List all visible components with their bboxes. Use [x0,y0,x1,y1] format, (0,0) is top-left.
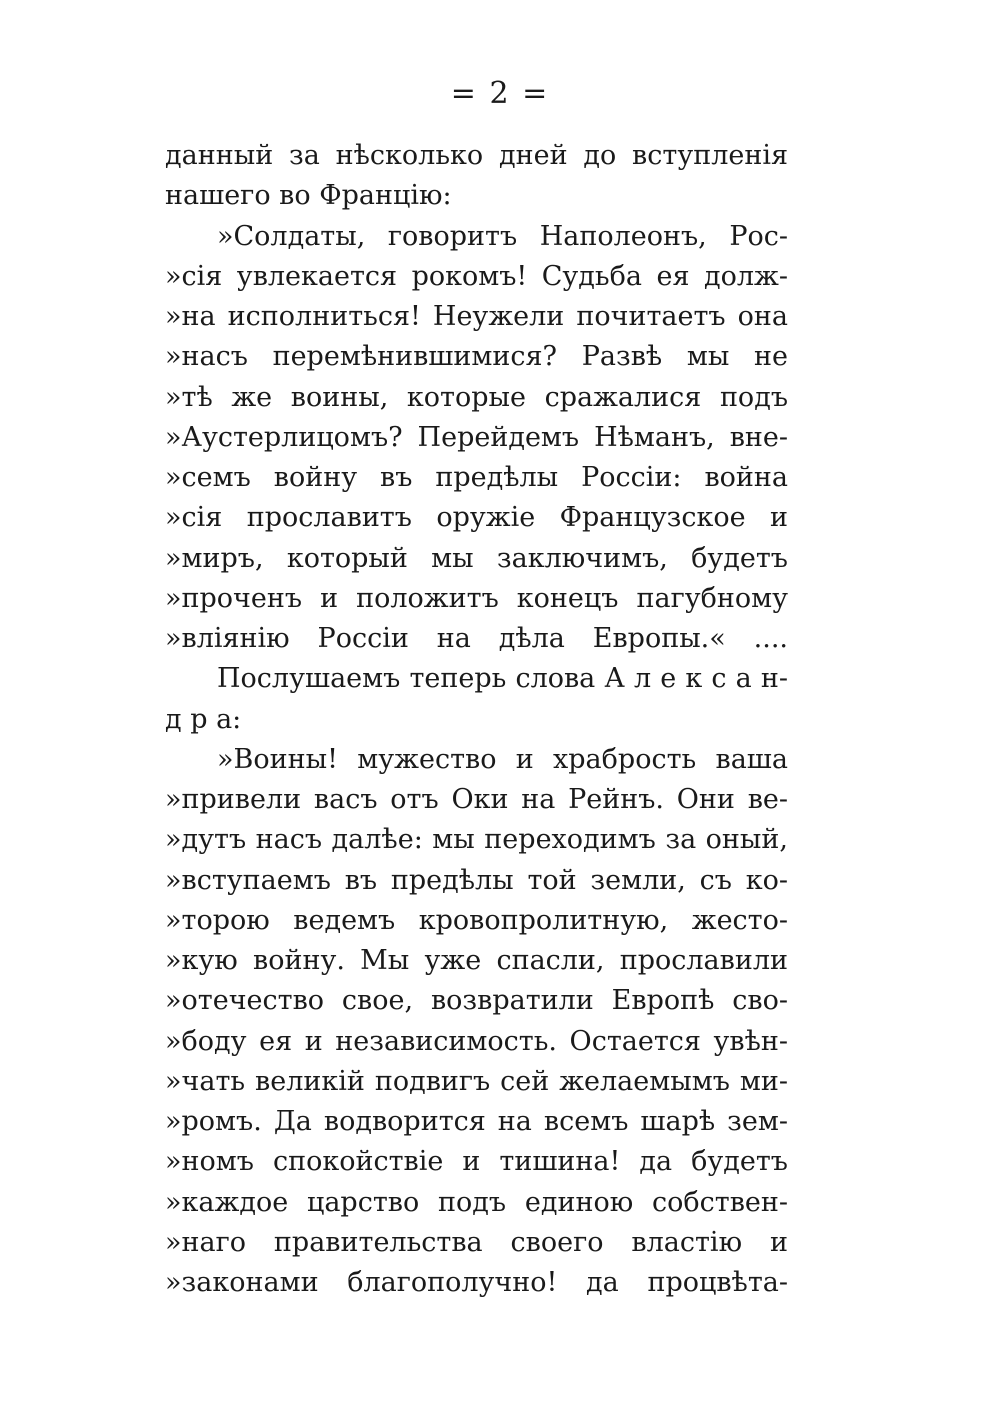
text-line: »семъ войну въ предѣлы Россіи: война [165,462,788,493]
text-line: »насъ перемѣнившимися? Развѣ мы не [165,341,788,373]
text-line: данный за нѣсколько дней до вступленія [165,140,788,171]
text-line: »привели васъ отъ Оки на Рейнъ. Они ве- [165,784,788,815]
text-line: »вліянію Россіи на дѣла Европы.« .... [165,623,788,654]
text-line: »Аустерлицомъ? Перейдемъ Нѣманъ, вне- [165,421,788,453]
text-line: Послушаемъ теперь слова А л е к с а н- [217,663,788,695]
text-line: »Воины! мужество и храбрость ваша [217,743,788,775]
text-line: »сія прославитъ оружіе Французское и [165,502,788,534]
text-line: »каждое царство подъ единою собствен- [165,1186,788,1218]
text-line: »чать великій подвигъ сей желаемымъ ми- [165,1065,788,1097]
text-line: »миръ, который мы заключимъ, будетъ [165,542,788,574]
text-line: »боду ея и независимость. Остается увѣн- [165,1025,788,1057]
text-line: »номъ спокойствіе и тишина! да будетъ [165,1146,788,1178]
text-line: »отечество свое, возвратили Европѣ сво- [165,985,788,1017]
text-line: »ромъ. Да водворится на всемъ шарѣ зем- [165,1106,788,1137]
text-line: »дутъ насъ далѣе: мы переходимъ за оный, [165,824,788,856]
text-line: д р а: [165,703,242,735]
text-line: »вступаемъ въ предѣлы той земли, съ ко- [165,864,788,896]
text-line: »Солдаты, говоритъ Наполеонъ, Рос- [217,220,788,252]
body-text [165,136,788,1303]
text-line: »проченъ и положитъ конецъ пагубному [165,582,788,614]
text-line: »законами благополучно! да процвѣта- [165,1267,788,1298]
text-line: »сія увлекается рокомъ! Судьба ея долж- [165,260,788,292]
text-line: »кую войну. Мы уже спасли, прославили [165,945,788,976]
page-number-header: = 2 = [450,76,550,111]
text-line: »на исполниться! Неужели почитаетъ она [165,301,788,332]
text-line: »наго правительства своего властію и [165,1226,788,1258]
text-line: нашего во Францію: [165,180,452,212]
text-line: »тѣ же воины, которые сражалися подъ [165,381,788,413]
text-line: »торою ведемъ кровопролитную, жесто- [165,904,788,936]
